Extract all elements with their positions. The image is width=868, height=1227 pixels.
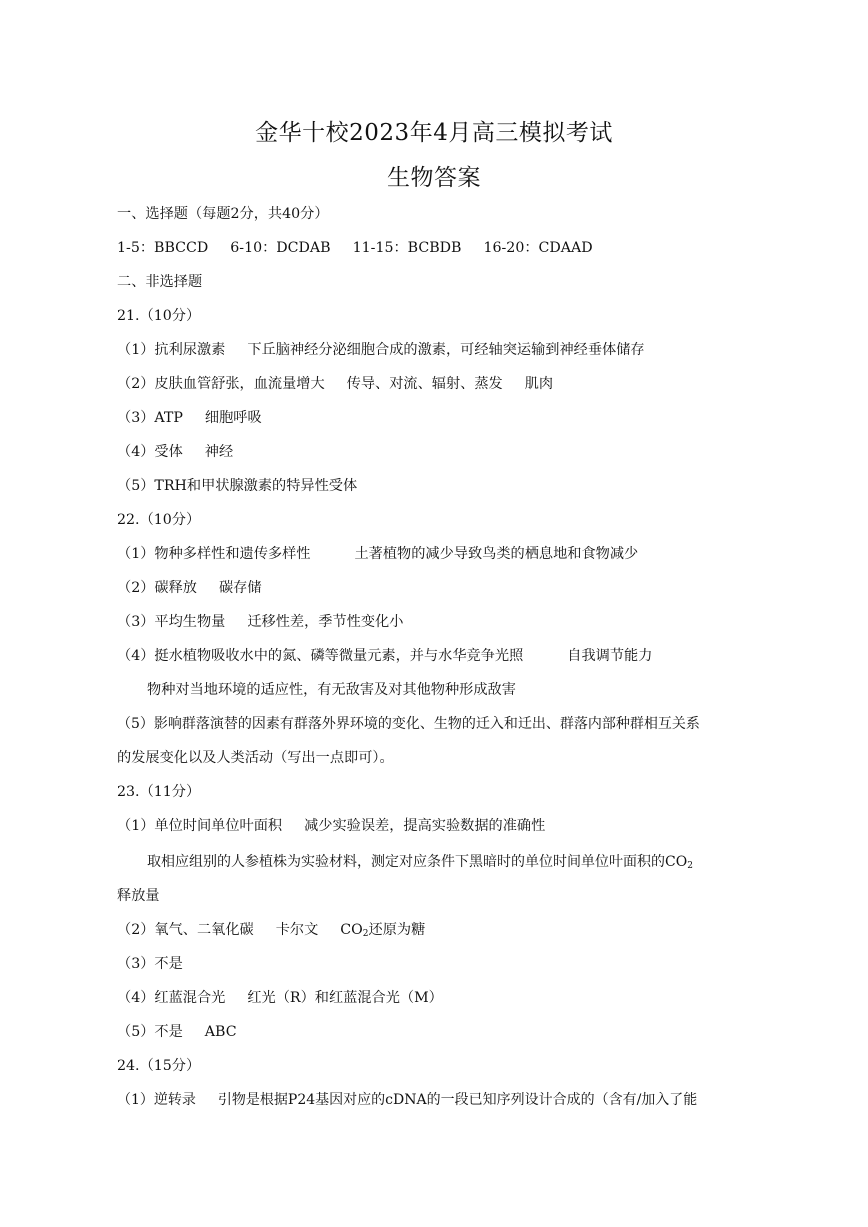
- answer-line: [117, 613, 403, 631]
- answer-part: 神经: [204, 444, 234, 460]
- answer-part: 引物是根据P24基因对应的cDNA的一段已知序列设计合成的（含有/加入了能: [217, 1092, 698, 1108]
- answer-line: 物种对当地环境的适应性，有无敌害及对其他物种形成敌害: [147, 682, 516, 698]
- answer-part: 肌肉: [524, 376, 554, 392]
- answer-line: [117, 409, 262, 427]
- answer-part: 下丘脑神经分泌细胞合成的激素，可经轴突运输到神经垂体储存: [247, 342, 645, 358]
- answer-part: 传导、对流、辐射、蒸发: [346, 376, 503, 392]
- answer-part: （1）抗利尿激素: [117, 342, 226, 358]
- answer-part: 卡尔文: [275, 922, 319, 938]
- answer-part: 土著植物的减少导致鸟类的栖息地和食物减少: [354, 546, 639, 562]
- page-title: 金华十校2023年4月高三模拟考试: [255, 120, 613, 146]
- answer-part: ABC: [204, 1024, 237, 1040]
- answer-line: [117, 989, 443, 1007]
- section-heading-nonchoice: 二、非选择题: [117, 274, 203, 290]
- answer-part: 还原为糖: [368, 922, 426, 938]
- answer-part: 取相应组别的人参植株为实验材料，测定对应条件下黑暗时的单位时间单位叶面积的CO: [147, 854, 688, 870]
- answer-part: （1）逆转录: [117, 1092, 196, 1108]
- answer-part: （4）受体: [117, 444, 183, 460]
- question-heading: 22.（10分）: [117, 512, 201, 528]
- answer-part: （3）ATP: [117, 410, 183, 426]
- answer-line: 释放量: [117, 888, 160, 904]
- answer-part: （4）红蓝混合光: [117, 990, 226, 1006]
- question-heading: 24.（15分）: [117, 1058, 201, 1074]
- question-heading: 21.（10分）: [117, 308, 201, 324]
- answer-line: [117, 545, 638, 563]
- answer-part: （4）挺水植物吸收水中的氮、磷等微量元素，并与水华竞争光照: [117, 648, 524, 664]
- answer-part: （2）皮肤血管舒张，血流量增大: [117, 376, 325, 392]
- answer-line: 的发展变化以及人类活动（写出一点即可）。: [117, 750, 394, 766]
- answer-line: （5）TRH和甲状腺激素的特异性受体: [117, 478, 358, 494]
- answer-line: [117, 921, 425, 943]
- answer-part: （3）平均生物量: [117, 614, 226, 630]
- answer-part: 自我调节能力: [567, 648, 653, 664]
- answer-line: [117, 817, 545, 835]
- question-heading: 23.（11分）: [117, 784, 201, 800]
- answer-part: 迁移性差，季节性变化小: [247, 614, 404, 630]
- answer-line: [117, 1023, 237, 1041]
- answer-part: 减少实验误差，提高实验数据的准确性: [304, 818, 546, 834]
- answer-part: （2）氧气、二氧化碳: [117, 922, 254, 938]
- answer-line: [117, 647, 652, 665]
- answer-group: 6-10：DCDAB: [230, 240, 331, 256]
- answer-line: [117, 375, 553, 393]
- answer-line: （5）影响群落演替的因素有群落外界环境的变化、生物的迁入和迁出、群落内部种群相互关系: [117, 716, 700, 732]
- answer-line: [117, 341, 645, 359]
- answer-part: CO: [340, 922, 363, 938]
- choice-answers: [117, 239, 593, 257]
- answer-group: 1-5：BBCCD: [117, 240, 209, 256]
- subscript: 2: [687, 861, 693, 871]
- answer-part: 碳存储: [218, 580, 262, 596]
- answer-line: [117, 1091, 697, 1109]
- answer-part: （1）单位时间单位叶面积: [117, 818, 283, 834]
- answer-part: （1）物种多样性和遗传多样性: [117, 546, 311, 562]
- answer-part: （2）碳释放: [117, 580, 197, 596]
- answer-part: 红光（R）和红蓝混合光（M）: [247, 990, 443, 1006]
- answer-line: [147, 853, 693, 875]
- answer-part: （5）不是: [117, 1024, 183, 1040]
- answer-group: 11-15：BCBDB: [352, 240, 462, 256]
- answer-line: （3）不是: [117, 956, 183, 972]
- answer-part: 细胞呼吸: [204, 410, 262, 426]
- answer-line: [117, 443, 233, 461]
- answer-line: [117, 579, 262, 597]
- answer-group: 16-20：CDAAD: [483, 240, 593, 256]
- section-heading-choice: 一、选择题（每题2分，共40分）: [117, 206, 329, 222]
- page-subtitle: 生物答案: [387, 165, 481, 191]
- subscript: 2: [362, 929, 369, 939]
